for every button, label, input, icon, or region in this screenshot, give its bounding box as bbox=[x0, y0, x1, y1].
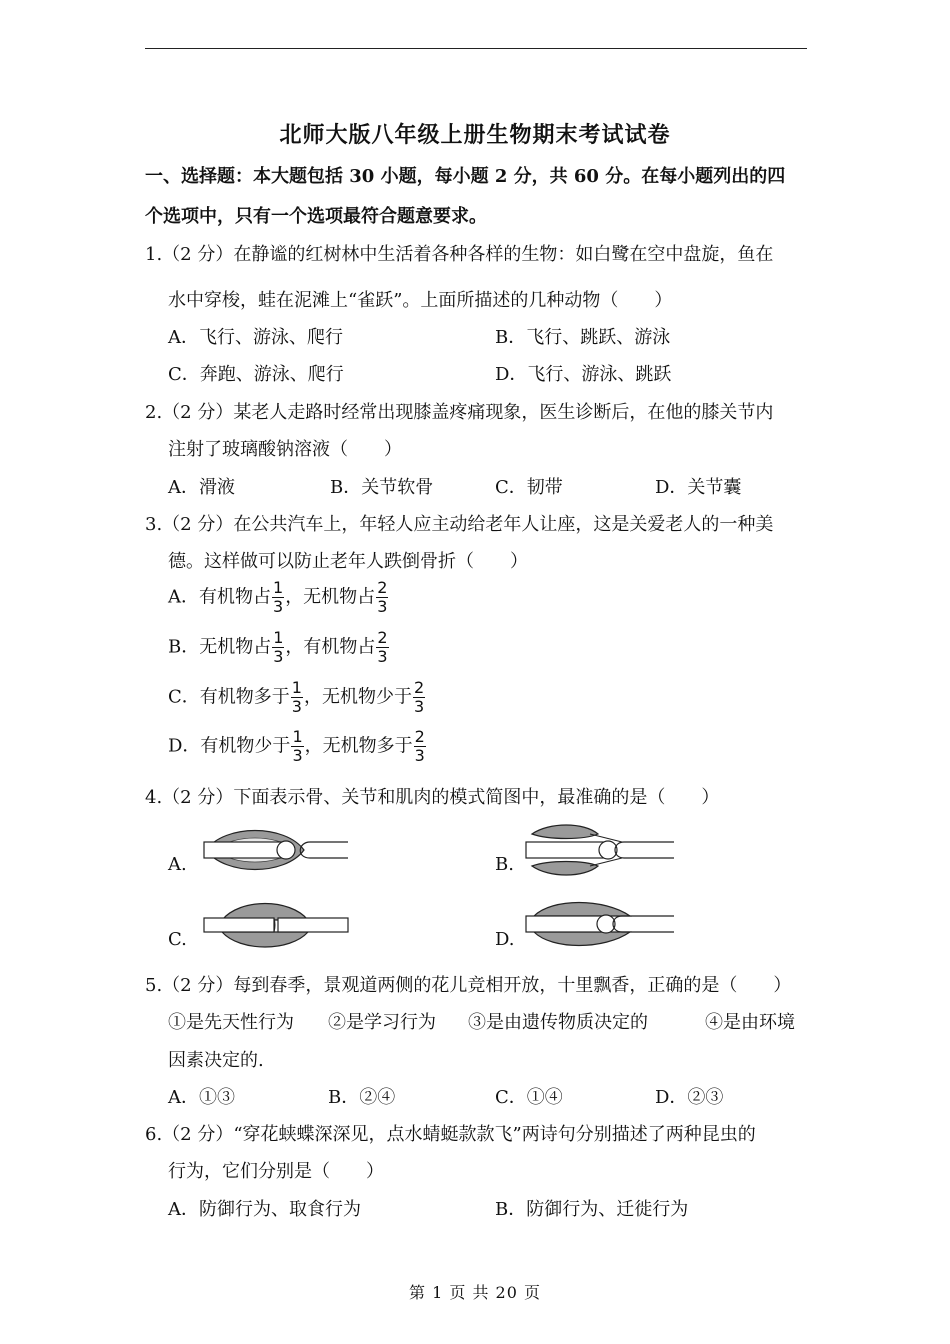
q2-stem-line1: 2.（2 分）某老人走路时经常出现膝盖疼痛现象，医生诊断后，在他的膝关节内 bbox=[145, 402, 774, 423]
q4-option-d-label[interactable]: D. bbox=[495, 929, 515, 950]
bone-joint-muscle-diagram-c[interactable] bbox=[200, 896, 350, 954]
q1-option-d[interactable]: D．飞行、游泳、跳跃 bbox=[495, 364, 672, 385]
q2-option-b[interactable]: B．关节软骨 bbox=[330, 477, 434, 498]
q6-stem-line1: 6.（2 分）“穿花蛱蝶深深见，点水蜻蜓款款飞”两诗句分别描述了两种昆虫的 bbox=[145, 1124, 756, 1145]
q3-option-b-text1: B．无机物占 bbox=[168, 636, 272, 658]
q2-option-a[interactable]: A．滑液 bbox=[168, 477, 235, 498]
q6-stem-line2: 行为，它们分别是（ ） bbox=[168, 1161, 384, 1182]
fraction-two-thirds: $\frac{2}{3}$ bbox=[377, 628, 388, 666]
q3-option-c-text2: ，无机物少于 bbox=[303, 686, 412, 708]
q1-option-c[interactable]: C．奔跑、游泳、爬行 bbox=[168, 364, 344, 385]
bone-joint-muscle-diagram-a[interactable] bbox=[200, 822, 350, 878]
q3-option-d-text1: D．有机物少于 bbox=[168, 735, 291, 757]
q3-option-b[interactable] bbox=[168, 630, 390, 665]
q3-stem-line1: 3.（2 分）在公共汽车上，年轻人应主动给老年人让座，这是关爱老人的一种美 bbox=[145, 514, 774, 535]
q3-option-d[interactable] bbox=[168, 729, 427, 764]
section-heading-line1: 一、选择题：本大题包括 30 小题，每小题 2 分，共 60 分。在每小题列出的四 bbox=[145, 166, 786, 187]
q2-stem-line2: 注射了玻璃酸钠溶液（ ） bbox=[168, 439, 402, 460]
q3-option-a-text1: A．有机物占 bbox=[168, 586, 271, 608]
q5-statement-1: ①是先天性行为 bbox=[168, 1012, 294, 1033]
q3-option-c[interactable] bbox=[168, 680, 426, 715]
fraction-one-third: $\frac{1}{3}$ bbox=[292, 727, 303, 765]
section-heading-line2: 个选项中，只有一个选项最符合题意要求。 bbox=[145, 206, 487, 227]
q3-option-d-text2: ，无机物多于 bbox=[304, 735, 413, 757]
q1-option-a[interactable]: A．飞行、游泳、爬行 bbox=[168, 327, 343, 348]
q5-option-c[interactable]: C．①④ bbox=[495, 1087, 563, 1108]
fraction-one-third: $\frac{1}{3}$ bbox=[273, 578, 284, 616]
bone-joint-muscle-diagram-d[interactable] bbox=[524, 894, 676, 954]
header-rule bbox=[145, 48, 807, 49]
fraction-two-thirds: $\frac{2}{3}$ bbox=[377, 578, 388, 616]
q5-option-b[interactable]: B．②④ bbox=[328, 1087, 396, 1108]
fraction-two-thirds: $\frac{2}{3}$ bbox=[414, 727, 425, 765]
page-footer: 第 1 页 共 20 页 bbox=[409, 1283, 541, 1302]
q1-stem-line2: 水中穿梭，蛙在泥滩上“雀跃”。上面所描述的几种动物（ ） bbox=[168, 290, 673, 311]
q5-statement-4: ④是由环境 bbox=[705, 1012, 795, 1033]
q2-option-d[interactable]: D．关节囊 bbox=[655, 477, 742, 498]
page-title: 北师大版八年级上册生物期末考试试卷 bbox=[279, 122, 671, 148]
q5-option-d[interactable]: D．②③ bbox=[655, 1087, 724, 1108]
q5-statement-2: ②是学习行为 bbox=[328, 1012, 436, 1033]
q2-option-c[interactable]: C．韧带 bbox=[495, 477, 563, 498]
q6-option-a[interactable]: A．防御行为、取食行为 bbox=[168, 1199, 361, 1220]
q3-option-a[interactable] bbox=[168, 580, 389, 615]
q6-option-b[interactable]: B．防御行为、迁徙行为 bbox=[495, 1199, 689, 1220]
q4-option-a-label[interactable]: A. bbox=[168, 854, 187, 875]
q3-stem-line2: 德。这样做可以防止老年人跌倒骨折（ ） bbox=[168, 551, 528, 572]
q3-option-c-text1: C．有机物多于 bbox=[168, 686, 290, 708]
q5-option-a[interactable]: A．①③ bbox=[168, 1087, 235, 1108]
fraction-two-thirds: $\frac{2}{3}$ bbox=[413, 678, 425, 716]
q4-stem-line1: 4.（2 分）下面表示骨、关节和肌肉的模式简图中，最准确的是（ ） bbox=[145, 787, 720, 808]
q4-option-c-label[interactable]: C. bbox=[168, 929, 187, 950]
q5-stem-line3: 因素决定的. bbox=[168, 1050, 264, 1071]
q5-statement-3: ③是由遗传物质决定的 bbox=[468, 1012, 648, 1033]
bone-joint-muscle-diagram-b[interactable] bbox=[524, 820, 676, 880]
q4-option-b-label[interactable]: B. bbox=[495, 854, 514, 875]
fraction-one-third: $\frac{1}{3}$ bbox=[273, 628, 284, 666]
q1-option-b[interactable]: B．飞行、跳跃、游泳 bbox=[495, 327, 671, 348]
fraction-one-third: $\frac{1}{3}$ bbox=[291, 678, 302, 716]
q1-stem-line1: 1.（2 分）在静谧的红树林中生活着各种各样的生物：如白鹭在空中盘旋，鱼在 bbox=[145, 244, 774, 265]
q5-stem-line1: 5.（2 分）每到春季，景观道两侧的花儿竞相开放，十里飘香，正确的是（ ） bbox=[145, 975, 792, 996]
q3-option-b-text2: ，有机物占 bbox=[285, 636, 376, 658]
q3-option-a-text2: ，无机物占 bbox=[285, 586, 376, 608]
